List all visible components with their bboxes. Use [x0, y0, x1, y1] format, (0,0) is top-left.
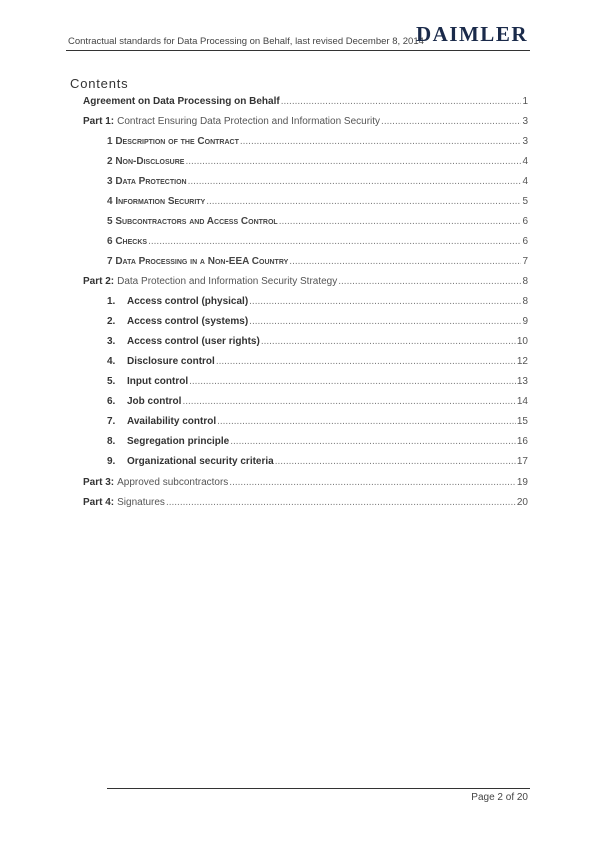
dot-leader: [249, 316, 521, 327]
toc-page-number: 6: [522, 216, 528, 227]
toc-title: Data Protection and Information Security Strategy: [117, 276, 338, 287]
toc-entry[interactable]: [107, 456, 528, 470]
toc-entry-label: [107, 436, 229, 447]
toc-entry[interactable]: [107, 216, 528, 230]
toc-title: Access control (user rights): [127, 336, 260, 347]
toc-title: Access control (physical): [127, 296, 249, 307]
dot-leader: [216, 356, 516, 367]
toc-entry-label: [107, 356, 215, 367]
toc-title: Organizational security criteria: [127, 456, 274, 467]
toc-entry[interactable]: [107, 376, 528, 390]
toc-page-number: 12: [516, 356, 528, 367]
toc-entry[interactable]: [107, 316, 528, 330]
dot-leader: [148, 236, 521, 247]
toc-entry-label: [107, 136, 239, 147]
toc-title: Job control: [127, 396, 182, 407]
dot-leader: [289, 256, 521, 267]
toc-entry[interactable]: [107, 176, 528, 190]
toc-page-number: 17: [516, 456, 528, 467]
toc-entry-label: [83, 276, 337, 287]
toc-title: Segregation principle: [127, 436, 230, 447]
toc-entry[interactable]: [107, 296, 528, 310]
toc-entry[interactable]: [107, 396, 528, 410]
dot-leader: [188, 176, 522, 187]
toc-entry-label: [107, 196, 205, 207]
toc-number: 4.: [107, 356, 116, 367]
header-text: Contractual standards for Data Processing on Behalf, last revised December 8, 2014: [68, 36, 424, 47]
dot-leader: [279, 216, 522, 227]
toc-number: 3.: [107, 336, 116, 347]
toc-page-number: 7: [522, 256, 528, 267]
dot-leader: [189, 376, 516, 387]
dot-leader: [381, 116, 521, 127]
toc-entry-label: [107, 416, 216, 427]
dot-leader: [275, 456, 516, 467]
toc-title: Input control: [127, 376, 189, 387]
toc-number: 7.: [107, 416, 116, 427]
dot-leader: [185, 156, 521, 167]
toc-entry-label: [107, 236, 147, 247]
toc-entry-label: [107, 456, 274, 467]
toc-entry-label: [107, 396, 181, 407]
toc-entry-label: [83, 497, 165, 508]
toc-entry[interactable]: [107, 436, 528, 450]
toc-title: 2 Non-Disclosure: [107, 156, 185, 167]
dot-leader: [166, 497, 516, 508]
toc-page-number: 1: [522, 96, 528, 107]
toc-page-number: 19: [516, 477, 528, 488]
toc-entry[interactable]: [107, 256, 528, 270]
dot-leader: [229, 477, 516, 488]
toc-page-number: 6: [522, 236, 528, 247]
dot-leader: [281, 96, 522, 107]
toc-number: 2.: [107, 316, 116, 327]
toc-entry-label: [107, 296, 248, 307]
header-divider: [66, 50, 530, 51]
dot-leader: [230, 436, 516, 447]
toc-entry-label: [83, 477, 228, 488]
toc-entry[interactable]: [83, 497, 528, 511]
toc-page-number: 4: [522, 156, 528, 167]
toc-number: 1.: [107, 296, 116, 307]
toc-entry[interactable]: [107, 236, 528, 250]
dot-leader: [338, 276, 521, 287]
toc-entry[interactable]: [107, 136, 528, 150]
toc-entry[interactable]: [107, 156, 528, 170]
toc-entry[interactable]: [83, 96, 528, 110]
toc-part-prefix: Part 2:: [83, 276, 115, 287]
footer-divider: [107, 788, 530, 789]
toc-page-number: 20: [516, 497, 528, 508]
toc-entry[interactable]: [83, 477, 528, 491]
toc-title: Disclosure control: [127, 356, 215, 367]
toc-entry-label: [107, 316, 248, 327]
daimler-logo: DAIMLER: [415, 22, 528, 46]
toc-page-number: 8: [522, 276, 528, 287]
toc-page-number: 3: [522, 136, 528, 147]
toc-page-number: 10: [516, 336, 528, 347]
toc-title: Availability control: [127, 416, 217, 427]
toc-page-number: 14: [516, 396, 528, 407]
toc-title: Approved subcontractors: [117, 477, 229, 488]
toc-title: Agreement on Data Processing on Behalf: [83, 96, 280, 107]
toc-entry-label: [83, 96, 280, 107]
toc-page-number: 3: [522, 116, 528, 127]
toc-entry-label: [107, 256, 288, 267]
toc-title: 3 Data Protection: [107, 176, 187, 187]
toc-entry[interactable]: [107, 356, 528, 370]
toc-title: Access control (systems): [127, 316, 249, 327]
toc-entry-label: [107, 216, 278, 227]
toc-page-number: 9: [522, 316, 528, 327]
toc-title: 5 Subcontractors and Access Control: [107, 216, 278, 227]
toc-entry[interactable]: [107, 196, 528, 210]
toc-entry[interactable]: [83, 116, 528, 130]
dot-leader: [240, 136, 522, 147]
toc-number: 8.: [107, 436, 116, 447]
toc-title: 7 Data Processing in a Non-EEA Country: [107, 256, 289, 267]
toc-title: Signatures: [117, 497, 165, 508]
toc-entry-label: [107, 156, 184, 167]
dot-leader: [217, 416, 516, 427]
toc-number: 6.: [107, 396, 116, 407]
toc-number: 9.: [107, 456, 116, 467]
toc-number: 5.: [107, 376, 116, 387]
toc-part-prefix: Part 4:: [83, 497, 115, 508]
toc-entry[interactable]: [107, 416, 528, 430]
toc-page-number: 5: [522, 196, 528, 207]
toc-entry-label: [107, 336, 260, 347]
dot-leader: [206, 196, 521, 207]
dot-leader: [249, 296, 521, 307]
toc-title: 1 Description of the Contract: [107, 136, 239, 147]
toc-page-number: 16: [516, 436, 528, 447]
page-number: Page 2 of 20: [471, 792, 528, 803]
toc-part-prefix: Part 1:: [83, 116, 115, 127]
toc-title: Contract Ensuring Data Protection and Information Security: [117, 116, 381, 127]
toc-page-number: 4: [522, 176, 528, 187]
toc-entry-label: [107, 176, 187, 187]
toc-entry[interactable]: [83, 276, 528, 290]
dot-leader: [182, 396, 515, 407]
toc-entry-label: [83, 116, 380, 127]
toc-title: 4 Information Security: [107, 196, 206, 207]
toc-entry[interactable]: [107, 336, 528, 350]
toc-part-prefix: Part 3:: [83, 477, 115, 488]
contents-heading: Contents: [70, 76, 129, 91]
toc-page-number: 13: [516, 376, 528, 387]
toc-title: 6 Checks: [107, 236, 148, 247]
dot-leader: [261, 336, 516, 347]
toc-entry-label: [107, 376, 188, 387]
toc-page-number: 15: [516, 416, 528, 427]
toc-page-number: 8: [522, 296, 528, 307]
